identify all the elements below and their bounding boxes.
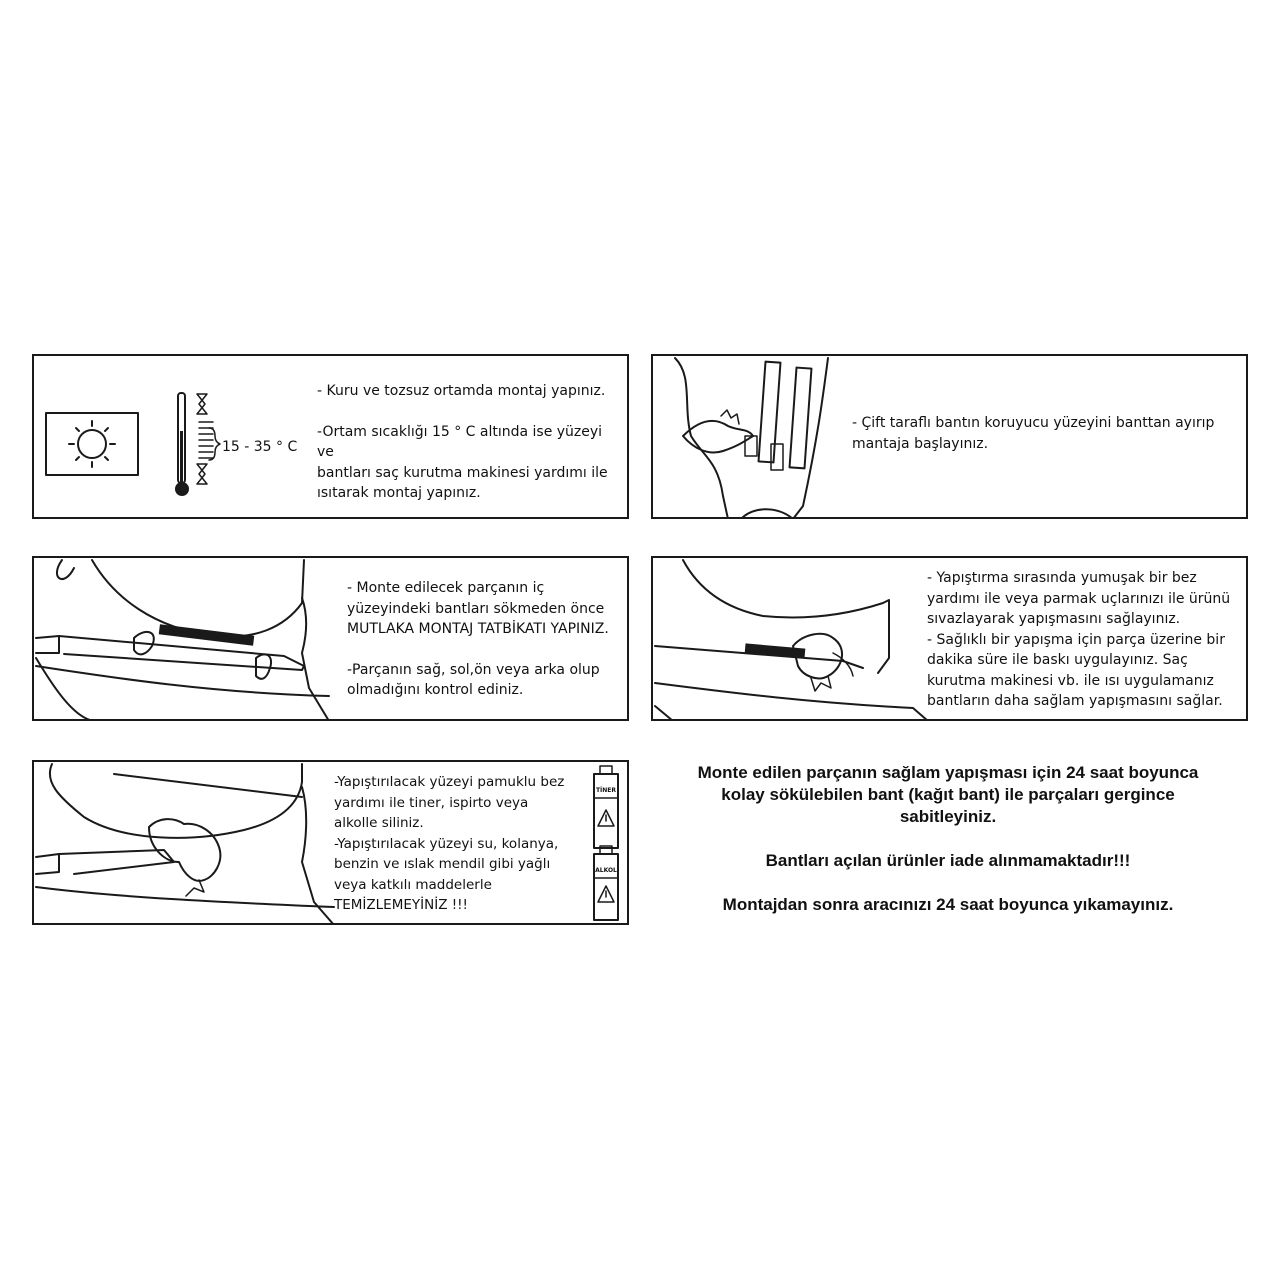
hand-wiping-icon — [36, 764, 334, 925]
text-line: benzin ve ıslak mendil gibi yağlı — [334, 856, 551, 872]
note-line: Montajdan sonra aracınızı 24 saat boyunca yıkamayınız. — [722, 895, 1174, 914]
text-line: sıvazlayarak yapışmasını sağlayınız. — [927, 611, 1181, 627]
text-line: -Yapıştırılacak yüzeyi su, kolanya, — [334, 835, 559, 852]
text-line: - Çift taraflı bantın koruyucu yüzeyini banttan ayırıp — [852, 415, 1215, 431]
note-line: Monte edilen parçanın sağlam yapışması için 24 saat boyunca — [697, 763, 1199, 782]
text-line: yüzeyindeki bantları sökmeden önce — [347, 600, 605, 617]
text-line: ısıtarak montaj yapınız. — [317, 485, 481, 501]
instruction-text — [347, 578, 627, 701]
text-line: mantaja başlayınız. — [852, 435, 989, 452]
text-line: MUTLAKA MONTAJ TATBİKATI YAPINIZ. — [347, 621, 609, 637]
instruction-panel-test-fit — [32, 556, 629, 721]
text-line: alkolle siliniz. — [334, 815, 424, 831]
instruction-panel-press — [651, 556, 1248, 721]
text-line: dakika süre ile baskı uygulayınız. Saç — [927, 652, 1188, 668]
instruction-text — [852, 413, 1242, 454]
text-line: - Yapıştırma sırasında yumuşak bir bez — [927, 570, 1197, 586]
text-line: kurutma makinesi vb. ile ısı uygulamanız — [927, 672, 1214, 689]
instruction-panel-environment — [32, 354, 629, 519]
alcohol-label: ALKOL — [595, 867, 617, 874]
alcohol-bottle-icon — [594, 846, 618, 920]
text-line: - Sağlıklı bir yapışma için parça üzerine bir — [927, 631, 1225, 648]
text-line: TEMİZLEMEYİNİZ !!! — [334, 897, 468, 913]
note-line: sabitleyiniz. — [899, 807, 997, 826]
temperature-range: 15 - 35 ° C — [222, 439, 298, 455]
instruction-text — [317, 381, 617, 504]
text-line: veya katkılı maddelerle — [334, 876, 492, 893]
text-line: - Monte edilecek parçanın iç — [347, 580, 545, 596]
text-line: -Yapıştırılacak yüzeyi pamuklu bez — [334, 774, 565, 790]
text-line: yardımı ile tiner, ispirto veya — [334, 794, 529, 811]
sun-icon — [46, 413, 138, 475]
instruction-text — [334, 772, 584, 916]
important-notes — [648, 762, 1248, 916]
text-line: olmadığını kontrol ediniz. — [347, 682, 524, 698]
instruction-panel-clean — [32, 760, 629, 925]
thermometer-icon — [175, 393, 220, 496]
text-line: yardımı ile veya parmak uçlarınızı ile ürünü — [927, 590, 1231, 607]
instruction-text — [927, 568, 1245, 712]
text-line: bantları saç kurutma makinesi yardımı ile — [317, 464, 608, 481]
text-line: - Kuru ve tozsuz ortamda montaj yapınız. — [317, 383, 606, 399]
note-line: Bantları açılan ürünler iade alınmamaktadır!!! — [765, 851, 1131, 870]
thinner-bottle-icon — [594, 766, 618, 848]
text-line: -Parçanın sağ, sol,ön veya arka olup — [347, 661, 600, 678]
note-line: kolay sökülebilen bant (kağıt bant) ile parçaları gergince — [721, 785, 1175, 804]
text-line: bantların daha sağlam yapışmasını sağlar. — [927, 693, 1223, 709]
instruction-panel-peel-tape — [651, 354, 1248, 519]
thinner-label: TİNER — [595, 787, 617, 794]
text-line: -Ortam sıcaklığı 15 ° C altında ise yüzeyi ve — [317, 423, 603, 460]
